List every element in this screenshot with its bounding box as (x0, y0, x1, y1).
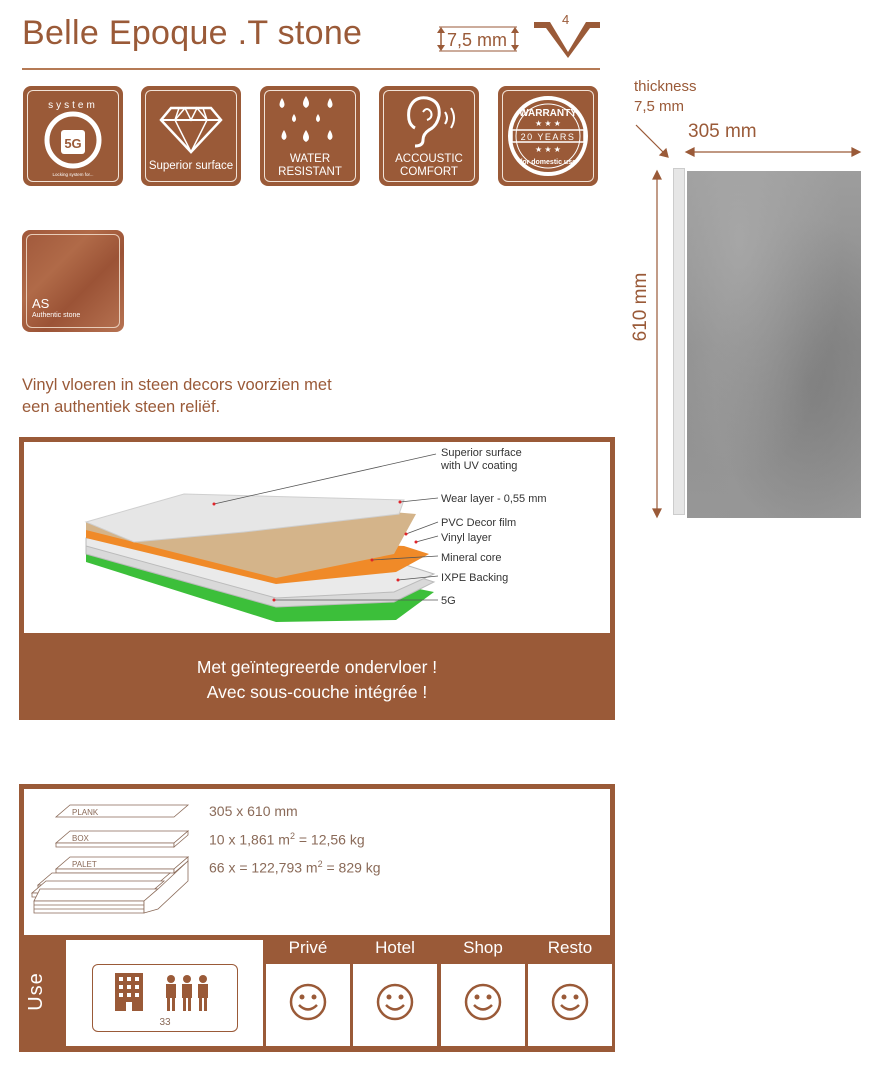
stone-tile-preview (687, 171, 861, 518)
use-col-hotel: Hotel (375, 938, 415, 957)
layer-label-surface-line2: with UV coating (441, 460, 518, 472)
thickness-badge (437, 24, 519, 54)
layer-label-mineral: Mineral core (441, 552, 502, 564)
layers-caption-line1: Met geïntegreerde ondervloer ! (196, 657, 438, 677)
acoustic-label-line2: COMFORT (400, 166, 458, 178)
building-people-icon (93, 965, 237, 1015)
smiley-icon (550, 982, 590, 1022)
feature-superior-surface (141, 86, 241, 186)
box-value-b: = 12,56 kg (294, 831, 365, 848)
thickness-label-value: 7,5 mm (634, 98, 685, 115)
smiley-icon (288, 982, 328, 1022)
length-label: 610 mm (630, 272, 651, 342)
thickness-badge-value: 7,5 mm (447, 30, 508, 50)
as-label: Authentic stone (32, 312, 81, 319)
palet-value-a: 66 x = 122,793 m (209, 859, 318, 876)
layer-label-wear: Wear layer - 0,55 mm (441, 493, 547, 505)
plank-label: PLANK (72, 808, 99, 817)
layer-label-vinyl: Vinyl layer (441, 532, 492, 544)
feature-5g-system (23, 86, 123, 186)
feature-warranty (498, 86, 598, 186)
authentic-stone-swatch (22, 230, 124, 332)
tile-edge (673, 168, 685, 515)
water-resistant-label (260, 153, 360, 179)
lock-5g-icon (23, 86, 123, 186)
use-cell-resto (528, 964, 612, 1046)
layers-caption (19, 655, 615, 705)
brand-logo (534, 12, 602, 58)
layer-label-surface (441, 447, 522, 473)
warranty-bottom-text: for domestic use (519, 159, 577, 166)
feature-acoustic-comfort (379, 86, 479, 186)
box-value (209, 831, 365, 848)
box-label: BOX (72, 834, 89, 843)
packaging-stack-icon (24, 789, 194, 929)
layer-label-surface-line1: Superior surface (441, 447, 522, 459)
layers-diagram (24, 442, 610, 633)
superior-surface-label: Superior surface (148, 160, 234, 172)
description-line2: een authentiek steen reliëf. (22, 398, 221, 416)
palet-value-sup: 2 (317, 859, 323, 869)
use-cell-hotel (353, 964, 437, 1046)
use-heading (19, 940, 63, 1046)
palet-value-b: = 829 kg (322, 859, 381, 876)
smiley-icon (375, 982, 415, 1022)
warranty-seal-icon (498, 86, 598, 186)
thickness-label-text: thickness (634, 78, 697, 95)
diamond-icon (141, 86, 241, 156)
use-title: Use (24, 972, 47, 1011)
feature-water-resistant (260, 86, 360, 186)
description-line1: Vinyl vloeren in steen decors voorzien met (22, 376, 332, 394)
layer-label-ixpe: IXPE Backing (441, 572, 509, 584)
warranty-years-text: 20 YEARS (520, 132, 576, 142)
description (22, 374, 422, 418)
5g-center-text: 5G (64, 136, 82, 151)
use-cell-prive (266, 964, 350, 1046)
packaging-info (24, 789, 610, 935)
acoustic-comfort-label (379, 153, 479, 179)
layer-label-5g: 5G (441, 595, 456, 607)
palet-label: PALET (72, 860, 97, 869)
use-cell-shop (441, 964, 525, 1046)
box-value-sup: 2 (289, 831, 295, 841)
plank-value: 305 x 610 mm (209, 803, 298, 819)
water-label-line2: RESISTANT (278, 166, 342, 178)
layer-label-pvc: PVC Decor film (441, 517, 517, 529)
svg-text:★ ★ ★: ★ ★ ★ (535, 145, 561, 154)
width-label: 305 mm (688, 121, 757, 142)
header-divider (22, 68, 600, 70)
5g-top-text: system (48, 100, 98, 111)
palet-value (209, 859, 381, 876)
use-col-prive: Privé (288, 938, 328, 957)
water-drops-icon (260, 86, 360, 156)
v-logo-icon (534, 12, 602, 58)
layer-stack-illustration (24, 442, 610, 633)
use-col-shop: Shop (463, 938, 503, 957)
5g-fine-print: Locking system for... (52, 172, 94, 177)
use-col-resto: Resto (547, 938, 593, 957)
water-label-line1: WATER (289, 153, 331, 165)
layers-caption-line2: Avec sous-couche intégrée ! (206, 682, 428, 702)
use-class-panel (66, 940, 263, 1046)
smiley-icon (463, 982, 503, 1022)
logo-number: 4 (562, 12, 570, 27)
svg-text:★ ★ ★: ★ ★ ★ (535, 119, 561, 128)
use-class-box (92, 964, 238, 1032)
warranty-top-text: WARRANTY (519, 108, 577, 119)
ear-icon (379, 86, 479, 156)
acoustic-label-line1: ACCOUSTIC (395, 153, 463, 165)
use-class-number: 33 (159, 1017, 171, 1028)
box-value-a: 10 x 1,861 m (209, 831, 290, 848)
thickness-label (634, 77, 697, 117)
as-code: AS (32, 296, 50, 311)
product-title: Belle Epoque .T stone (22, 14, 363, 52)
